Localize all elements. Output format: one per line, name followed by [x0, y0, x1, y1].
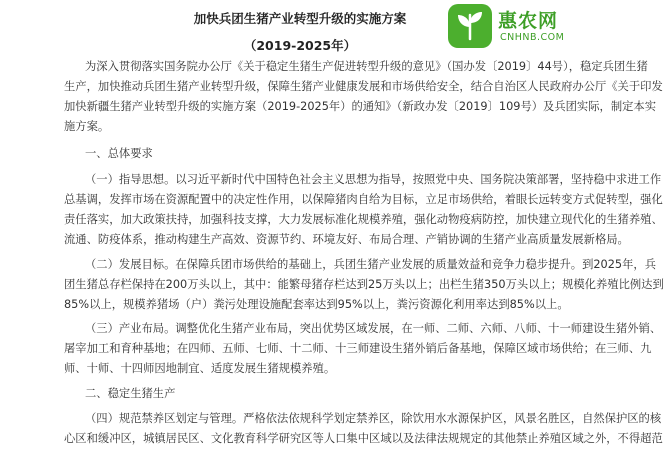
paragraph-line: 屠宰加工和育种基地；在四师、五师、七师、十二师、十三师建设生猪外销后备基地，保障区域市场供给；在三师、九: [64, 342, 652, 355]
paragraph-line: 师、十师、十四师因地制宜、适度发展生猪规模养殖。: [64, 362, 336, 375]
paragraph-line: （一）指导思想。以习近平新时代中国特色社会主义思想为指导，按照党中央、国务院决策部署，坚持稳中求进工作: [85, 173, 662, 186]
leaf-icon: [448, 4, 492, 48]
watermark-logo: [448, 4, 598, 48]
paragraph-line: 责任落实，加大政策扶持，加强科技支撑，大力发展标准化规模养殖，强化动物疫病防控，加快建立现代化的生猪养殖、: [64, 213, 663, 226]
watermark-name: 惠农网: [498, 10, 559, 32]
section-heading: 一、总体要求: [85, 147, 153, 160]
paragraph-line: 总基调，发挥市场在资源配置中的决定性作用，以保障猪肉自给为目标，立足市场供给，着眼长远转变方式促转型，强化: [64, 193, 663, 206]
paragraph-line: 心区和缓冲区，城镇居民区、文化教育科学研究区等人口集中区域以及法律法规规定的其他禁止养殖区域之外，不得超范: [64, 432, 663, 445]
intro-line: 为深入贯彻落实国务院办公厅《关于稳定生猪生产促进转型升级的意见》（国办发〔2019〕44号），稳定兵团生猪: [85, 60, 648, 73]
intro-line: 施方案。: [64, 120, 110, 133]
paragraph-line: （二）发展目标。在保障兵团市场供给的基础上，兵团生猪产业发展的质量效益和竞争力稳步提升。到2025年，兵: [85, 258, 657, 271]
paragraph-line: （三）产业布局。调整优化生猪产业布局，突出优势区域发展，在一师、二师、六师、八师、十一师建设生猪外销、: [85, 322, 662, 335]
section-heading: 二、稳定生猪生产: [85, 387, 176, 400]
paragraph-line: 团生猪总存栏保持在200万头以上，其中：能繁母猪存栏达到25万头以上；出栏生猪350万头以上；规模化养殖比例达到: [64, 278, 664, 291]
intro-line: 加快新疆生猪产业转型升级的实施方案（2019-2025年）的通知》（新政办发〔2019〕109号）及兵团实际，制定本实: [64, 100, 657, 113]
document-subtitle: （2019-2025年）: [243, 38, 357, 53]
paragraph-line: 流通、防疫体系，推动构建生产高效、资源节约、环境友好、布局合理、产销协调的生猪产业高质量发展新格局。: [64, 233, 629, 246]
paragraph-line: 85%以上，规模养猪场（户）粪污处理设施配套率达到95%以上，粪污资源化利用率达到85%以上。: [64, 298, 569, 311]
document-title: 加快兵团生猪产业转型升级的实施方案: [193, 11, 407, 26]
paragraph-line: （四）规范禁养区划定与管理。严格依法依规科学划定禁养区，除饮用水水源保护区，风景名胜区，自然保护区的核: [85, 412, 662, 425]
watermark-domain: CNHNB.COM: [500, 32, 565, 43]
intro-line: 生产，加快推动兵团生猪产业转型升级，保障生猪产业健康发展和市场供给安全，结合自治区人民政府办公厅《关于印发: [64, 80, 663, 93]
